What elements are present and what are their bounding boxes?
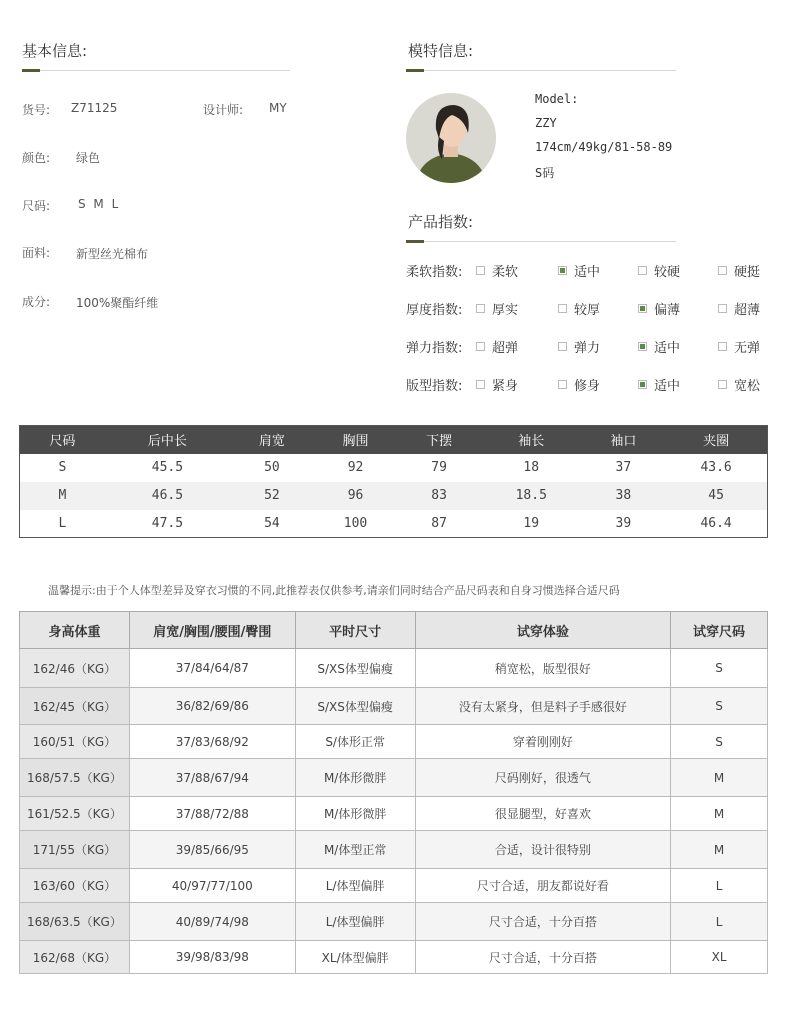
size-cell: 39 <box>615 515 632 531</box>
index-option <box>476 337 518 356</box>
item-no-label: 货号: <box>22 103 51 117</box>
size-cell: M <box>20 482 105 510</box>
trial-table <box>19 611 768 974</box>
table-row <box>20 759 768 797</box>
trial-cell: 合适，设计很特别 <box>415 831 671 869</box>
fabric-value: 新型丝光棉布 <box>76 247 149 261</box>
checkbox-icon <box>558 304 567 313</box>
index-option-label: 偏薄 <box>654 303 681 318</box>
size-cell: 19 <box>523 515 540 531</box>
designer-value: MY <box>269 101 287 115</box>
index-option <box>476 261 518 280</box>
table-row <box>20 649 768 688</box>
model-portrait-icon <box>406 93 496 183</box>
designer-label: 设计师: <box>203 103 244 117</box>
trial-cell: 162/68（KG） <box>20 941 130 974</box>
index-option-label: 硬挺 <box>734 265 761 280</box>
trial-cell: 163/60（KG） <box>20 869 130 903</box>
index-option-label: 超薄 <box>734 303 761 318</box>
size-cell: 18 <box>523 460 540 475</box>
model-name: ZZY <box>535 116 557 130</box>
table-row <box>20 903 768 941</box>
checkbox-icon <box>476 342 485 351</box>
index-option-label: 弹力 <box>574 341 601 356</box>
trial-cell: S/XS体型偏瘦 <box>295 649 415 688</box>
table-row <box>20 797 768 831</box>
checkbox-icon <box>476 266 485 275</box>
trial-cell: 40/89/74/98 <box>129 903 295 941</box>
index-option-label: 厚实 <box>492 303 519 318</box>
composition-value: 100%聚酯纤维 <box>76 296 159 310</box>
index-option <box>558 261 600 280</box>
size-cell: S <box>58 460 67 475</box>
trial-cell: S <box>671 688 768 725</box>
model-size: S码 <box>535 166 555 180</box>
trial-cell: 尺寸合适，十分百搭 <box>415 941 671 974</box>
index-option <box>638 261 680 280</box>
size-cell: 46.4 <box>700 515 732 531</box>
trial-cell: XL <box>671 941 768 974</box>
checkbox-icon <box>718 304 727 313</box>
trial-table-header <box>20 612 768 649</box>
trial-cell: L/体型偏胖 <box>295 869 415 903</box>
trial-cell: M/体形微胖 <box>295 759 415 797</box>
table-row <box>20 941 768 974</box>
index-option <box>638 337 680 356</box>
size-cell: 45.5 <box>151 460 184 475</box>
size-cell: 96 <box>314 482 398 510</box>
size-value: S M L <box>78 197 121 211</box>
index-option-label: 宽松 <box>734 379 761 394</box>
index-option-label: 适中 <box>654 379 681 394</box>
trial-cell: 39/85/66/95 <box>129 831 295 869</box>
size-header-cell: 下摆 <box>397 426 481 454</box>
index-option <box>718 299 760 318</box>
trial-cell: L <box>671 869 768 903</box>
trial-cell: M/体型正常 <box>295 831 415 869</box>
index-option-label: 超弹 <box>492 341 519 356</box>
index-option-label: 较厚 <box>574 303 601 318</box>
index-option <box>558 375 600 394</box>
trial-cell: 162/46（KG） <box>20 649 130 688</box>
trial-cell: 37/83/68/92 <box>129 725 295 759</box>
trial-cell: XL/体型偏胖 <box>295 941 415 974</box>
trial-cell: 39/98/83/98 <box>129 941 295 974</box>
size-header-cell: 袖口 <box>582 426 666 454</box>
model-info-divider <box>406 70 676 71</box>
table-row <box>20 482 768 510</box>
index-label: 版型指数: <box>406 379 463 394</box>
size-header-cell: 胸围 <box>314 426 398 454</box>
index-label: 厚度指数: <box>406 303 463 318</box>
trial-cell: S/XS体型偏瘦 <box>295 688 415 725</box>
fabric-label: 面料: <box>22 246 51 260</box>
trial-cell: S <box>671 725 768 759</box>
checkbox-icon <box>718 342 727 351</box>
trial-header-cell: 试穿尺码 <box>671 612 768 649</box>
item-no-value: Z71125 <box>71 101 118 115</box>
model-measurements: 174cm/49kg/81-58-89 <box>535 140 673 154</box>
index-option <box>476 375 518 394</box>
model-info-title: 模特信息: <box>408 42 474 60</box>
size-header-cell: 袖长 <box>481 426 582 454</box>
size-cell: 83 <box>397 482 481 510</box>
trial-cell: 很显腿型，好喜欢 <box>415 797 671 831</box>
size-header-cell: 肩宽 <box>230 426 314 454</box>
checkbox-icon <box>476 304 485 313</box>
trial-cell: S <box>671 649 768 688</box>
index-option-label: 柔软 <box>492 265 519 280</box>
trial-cell: 36/82/69/86 <box>129 688 295 725</box>
size-cell: 79 <box>431 460 447 475</box>
trial-cell: 尺寸合适，朋友都说好看 <box>415 869 671 903</box>
index-label: 柔软指数: <box>406 265 463 280</box>
size-cell: L <box>58 515 67 531</box>
trial-cell: 穿着刚刚好 <box>415 725 671 759</box>
trial-cell: 168/57.5（KG） <box>20 759 130 797</box>
tip-text: 温馨提示:由于个人体型差异及穿衣习惯的不同,此推荐表仅供参考,请亲们同时结合产品尺码表和自身习惯选择合适尺码 <box>48 584 620 597</box>
trial-cell: 161/52.5（KG） <box>20 797 130 831</box>
index-option <box>558 299 600 318</box>
basic-info-divider <box>22 70 290 71</box>
trial-cell: 尺寸合适，十分百搭 <box>415 903 671 941</box>
trial-cell: M <box>671 797 768 831</box>
trial-cell: 37/88/72/88 <box>129 797 295 831</box>
size-cell: 87 <box>431 515 447 531</box>
checkbox-icon <box>638 266 647 275</box>
checked-box-icon <box>638 380 647 389</box>
index-option <box>718 261 760 280</box>
size-cell: 18.5 <box>481 482 582 510</box>
size-label: 尺码: <box>22 199 51 213</box>
trial-cell: L/体型偏胖 <box>295 903 415 941</box>
index-option <box>718 375 760 394</box>
size-cell: 52 <box>230 482 314 510</box>
index-option-label: 适中 <box>654 341 681 356</box>
composition-label: 成分: <box>22 295 51 309</box>
index-option-label: 紧身 <box>492 379 519 394</box>
trial-cell: 160/51（KG） <box>20 725 130 759</box>
trial-header-cell: 平时尺寸 <box>295 612 415 649</box>
trial-header-cell: 试穿体验 <box>415 612 671 649</box>
table-row <box>20 454 768 482</box>
checkbox-icon <box>476 380 485 389</box>
size-cell: 43.6 <box>700 460 732 475</box>
trial-cell: 37/88/67/94 <box>129 759 295 797</box>
trial-cell: S/体形正常 <box>295 725 415 759</box>
index-option <box>558 337 600 356</box>
trial-cell: 尺码刚好，很透气 <box>415 759 671 797</box>
size-header-cell: 夹圈 <box>665 426 767 454</box>
size-cell: 54 <box>264 515 280 531</box>
size-table-header <box>20 426 768 454</box>
basic-info-title: 基本信息: <box>22 42 88 60</box>
table-row <box>20 725 768 759</box>
model-label: Model: <box>535 92 579 106</box>
index-option-label: 修身 <box>574 379 601 394</box>
index-option <box>638 375 680 394</box>
size-header-cell: 尺码 <box>20 426 105 454</box>
checked-box-icon <box>558 266 567 275</box>
table-row <box>20 831 768 869</box>
size-header-cell: 后中长 <box>105 426 230 454</box>
trial-cell: 168/63.5（KG） <box>20 903 130 941</box>
table-row <box>20 510 768 538</box>
size-cell: 37 <box>615 460 632 475</box>
size-cell: 92 <box>347 460 364 475</box>
index-option-label: 较硬 <box>654 265 681 280</box>
color-label: 颜色: <box>22 151 51 165</box>
trial-cell: M <box>671 759 768 797</box>
checkbox-icon <box>718 266 727 275</box>
trial-header-cell: 身高体重 <box>20 612 130 649</box>
table-row <box>20 869 768 903</box>
trial-header-cell: 肩宽/胸围/腰围/臀围 <box>129 612 295 649</box>
size-cell: 47.5 <box>151 515 184 531</box>
trial-cell: 171/55（KG） <box>20 831 130 869</box>
trial-cell: M/体形微胖 <box>295 797 415 831</box>
checked-box-icon <box>638 342 647 351</box>
size-cell: 50 <box>264 460 280 475</box>
trial-cell: 162/45（KG） <box>20 688 130 725</box>
color-value: 绿色 <box>76 151 101 165</box>
size-cell: 46.5 <box>105 482 230 510</box>
size-cell: 38 <box>582 482 666 510</box>
index-option-label: 无弹 <box>734 341 761 356</box>
trial-cell: 40/97/77/100 <box>129 869 295 903</box>
index-label: 弹力指数: <box>406 341 463 356</box>
trial-cell: 没有太紧身，但是料子手感很好 <box>415 688 671 725</box>
model-avatar <box>406 93 496 183</box>
size-table <box>19 425 768 538</box>
product-index-divider <box>406 241 676 242</box>
checkbox-icon <box>558 380 567 389</box>
index-option <box>718 337 760 356</box>
trial-cell: M <box>671 831 768 869</box>
checkbox-icon <box>558 342 567 351</box>
index-option <box>476 299 518 318</box>
size-cell: 45 <box>665 482 767 510</box>
index-option-label: 适中 <box>574 265 601 280</box>
checkbox-icon <box>718 380 727 389</box>
trial-cell: 37/84/64/87 <box>129 649 295 688</box>
table-row <box>20 688 768 725</box>
product-index-title: 产品指数: <box>408 213 474 231</box>
index-option <box>638 299 680 318</box>
checked-box-icon <box>638 304 647 313</box>
trial-cell: L <box>671 903 768 941</box>
size-cell: 100 <box>343 515 368 531</box>
trial-cell: 稍宽松，版型很好 <box>415 649 671 688</box>
